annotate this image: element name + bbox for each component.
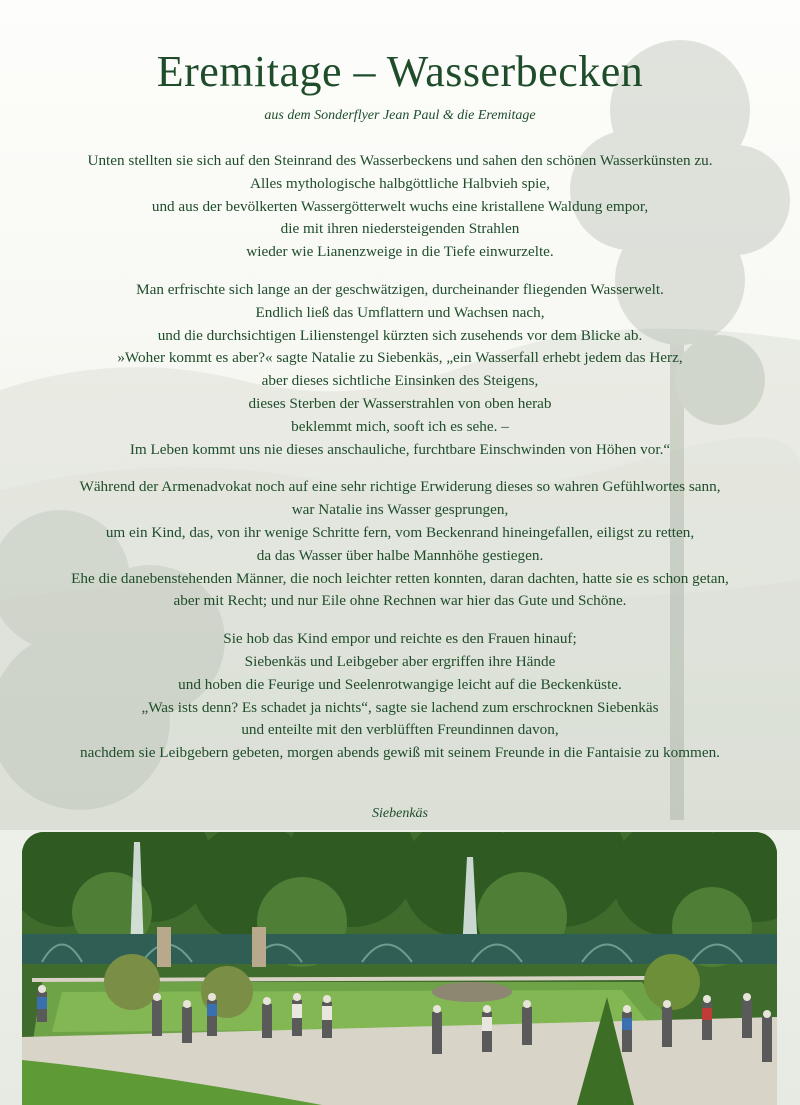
text-line: und aus der bevölkerten Wassergötterwelt wuchs eine kristallene Waldung empor, [151,197,649,215]
text-line: Im Leben kommt uns nie dieses anschauliche, furchtbare Einschwinden von Höhen vor.“ [129,440,671,458]
text-line: „Was ists denn? Es schadet ja nichts“, sagte sie lachend zum erschrocknen Siebenkäs [141,698,659,716]
text-line: um ein Kind, das, von ihr wenige Schritte fern, vom Beckenrand hineingefallen, eiligst zu retten, [105,523,695,541]
page-subtitle: aus dem Sonderflyer Jean Paul & die Eremitage [264,108,536,123]
text-line: wieder wie Lianenzweige in die Tiefe einwurzelte. [246,243,554,261]
text-line: die mit ihren niedersteigenden Strahlen [280,220,520,238]
text-line: Während der Armenadvokat noch auf eine sehr richtige Erwiderung dieses so wahren Gefühlwortes sann, [79,478,721,496]
text-line: Ehe die danebenstehenden Männer, die noch leichter retten konnten, daran dachten, hatte sie es schon getan, [71,569,729,587]
text-line: Alles mythologische halbgöttliche Halbvieh spie, [250,174,550,192]
text-line: Man erfrischte sich lange an der geschwätzigen, durcheinander fliegenden Wasserwelt. [136,280,664,298]
text-line: dieses Sterben der Wasserstrahlen von oben herab [248,394,552,412]
text-line: aber mit Recht; und nur Eile ohne Rechnen war hier das Gute und Schöne. [173,592,627,610]
text-line: Endlich ließ das Umflattern und Wachsen nach, [255,303,545,321]
paragraph [10,476,790,613]
text-line: war Natalie ins Wasser gesprungen, [291,501,509,519]
text-line: Siebenkäs und Leibgeber aber ergriffen ihre Hände [244,652,556,670]
text-line: beklemmt mich, sooft ich es sehe. – [291,417,509,435]
text-line: aber dieses sichtliche Einsinken des Steigens, [261,372,539,390]
fountain-photo [22,832,777,1105]
text-line: Sie hob das Kind empor und reichte es den Frauen hinauf; [223,630,577,648]
text-line: und hoben die Feurige und Seelenrotwangige leicht auf die Beckenküste. [178,675,622,693]
text-line: nachdem sie Leibgebern gebeten, morgen abends gewiß mit seinem Freunde in die Fantaisie zu kommen. [80,744,720,762]
signature: Siebenkäs [372,806,428,821]
paragraph [10,150,790,264]
text-line: da das Wasser über halbe Mannhöhe gestiegen. [256,546,544,564]
text-line: »Woher kommt es aber?« sagte Natalie zu Siebenkäs, „ein Wasserfall erhebt jedem das Herz, [117,349,683,367]
page-title: Eremitage – Wasserbecken [156,47,644,96]
text-line: und die durchsichtigen Lilienstengel kürzten sich zusehends vor dem Blicke ab. [157,326,643,344]
paragraph [10,279,790,461]
text-line: Unten stellten sie sich auf den Steinrand des Wasserbeckens und sahen den schönen Wasserkünsten zu. [87,152,713,169]
paragraph [10,628,790,765]
poem-text [10,150,790,780]
text-line: und enteilte mit den verblüfften Freundinnen davon, [241,721,559,739]
